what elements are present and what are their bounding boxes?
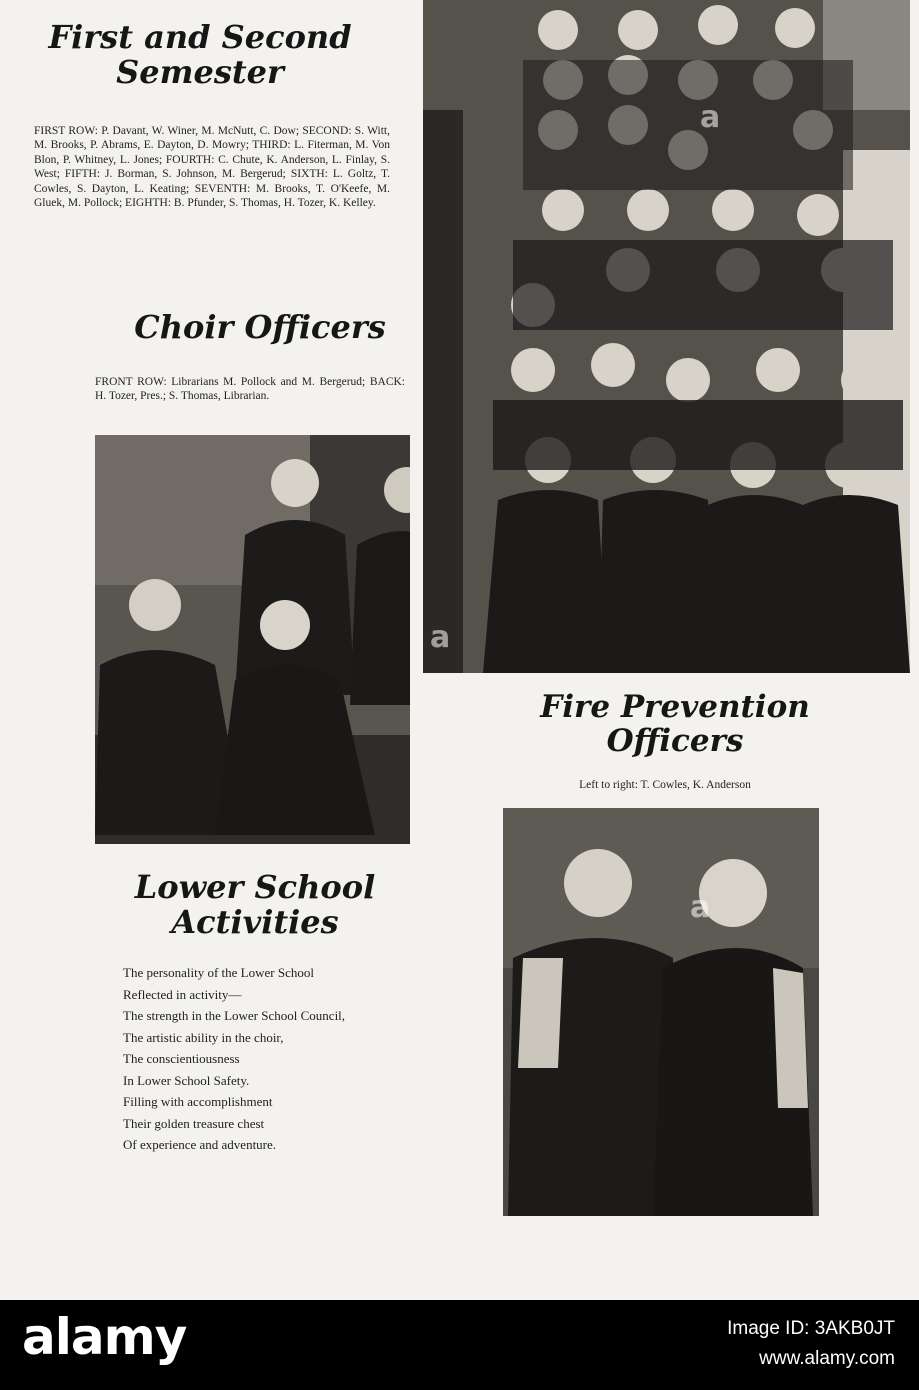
poem-line: In Lower School Safety. bbox=[123, 1072, 250, 1088]
group-staircase-photo bbox=[423, 0, 910, 673]
image-id-label: Image ID: 3AKB0JT bbox=[727, 1318, 895, 1339]
choir-heading: Choir Officers bbox=[134, 308, 386, 346]
semester-heading bbox=[40, 20, 360, 90]
fire-prevention-photo bbox=[503, 808, 819, 1216]
group-photo-art bbox=[423, 0, 910, 673]
watermark-overlay: a bbox=[430, 620, 451, 655]
watermark-overlay: a bbox=[690, 890, 711, 925]
poem-line: The conscientiousness bbox=[123, 1051, 240, 1066]
alamy-logo: alamy bbox=[22, 1308, 187, 1366]
lower-school-heading: Lower School Activities bbox=[134, 868, 376, 942]
choir-photo-art bbox=[95, 435, 410, 844]
lower-school-poem bbox=[123, 962, 345, 1156]
watermark-bar bbox=[0, 1300, 919, 1390]
poem-line: The personality of the Lower School bbox=[123, 965, 314, 980]
poem-line: Of experience and adventure. bbox=[123, 1137, 277, 1152]
choir-caption: FRONT ROW: Librarians M. Pollock and M. Bergerud; BACK: H. Tozer, Pres.; S. Thomas, Librarian. bbox=[95, 376, 405, 403]
choir-officers-photo bbox=[95, 435, 410, 844]
poem-line: The strength in the Lower School Council, bbox=[123, 1008, 346, 1023]
fire-prevention-heading: Fire Prevention Officers bbox=[540, 689, 810, 760]
fire-caption: Left to right: T. Cowles, K. Anderson bbox=[579, 779, 751, 791]
poem-line: The artistic ability in the choir, bbox=[123, 1029, 284, 1045]
watermark-overlay: a bbox=[700, 100, 721, 135]
poem-line: Filling with accomplishment bbox=[123, 1094, 273, 1109]
poem-line: Their golden treasure chest bbox=[123, 1115, 265, 1131]
semester-caption: FIRST ROW: P. Davant, W. Winer, M. McNutt, C. Dow; SECOND: S. Witt, M. Brooks, P. Abrams, E. Dayton, D. Mowry; THIRD: L. Fiterman, M. Von Blon, P. Whitney, L. Jones; FOURTH: C. Chute, K. Anderson, L. Finlay, S. West; FIFTH: J. Borman, S. Johnson, M. Bergerud; SIXTH: L. Goltz, T. Cowles, S. Dayton, L. Keating; SEVENTH: M. Brooks, T. O'Keefe, M. Gluek, M. Pollock; EIGHTH: B. Pfunder, S. Thomas, H. Tozer, K. Kelley. bbox=[34, 125, 390, 209]
watermark-info bbox=[727, 1314, 895, 1375]
fire-photo-art bbox=[503, 808, 819, 1216]
semester-heading-line1: First and Second bbox=[48, 18, 352, 56]
semester-heading-line2: Semester bbox=[116, 53, 284, 92]
poem-line: Reflected in activity— bbox=[123, 986, 242, 1002]
site-url: www.alamy.com bbox=[759, 1348, 895, 1370]
